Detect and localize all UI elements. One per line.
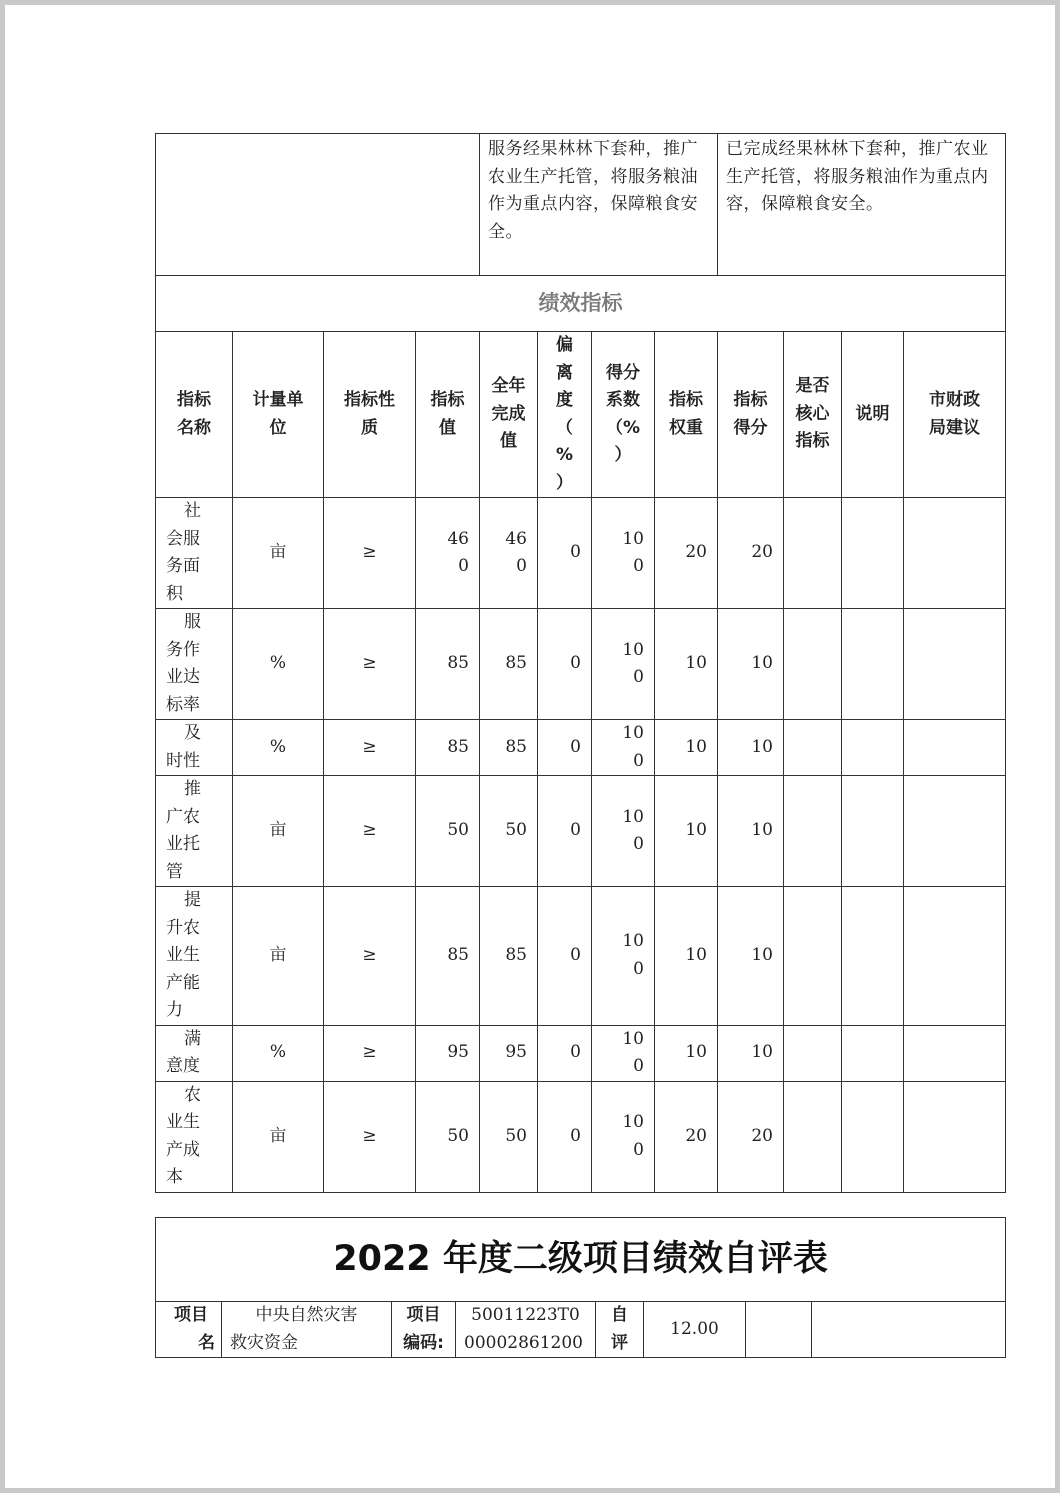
indicator-coefficient xyxy=(592,1081,655,1192)
indicator-coefficient xyxy=(592,498,655,609)
header-coefficient xyxy=(592,332,655,498)
wrapped-number-line: 46 xyxy=(505,528,527,549)
indicator-unit: 亩 xyxy=(233,498,324,609)
wrapped-number-line: 0 xyxy=(633,1056,644,1076)
header-line: 系数 xyxy=(606,390,640,410)
title-row xyxy=(156,1218,1006,1302)
indicator-unit: 亩 xyxy=(233,1081,324,1192)
indicator-coefficient xyxy=(592,887,655,1026)
header-line: 指标 xyxy=(177,390,211,410)
indicator-score: 10 xyxy=(718,887,784,1026)
header-advice xyxy=(904,332,1006,498)
wrapped-number-line: 0 xyxy=(633,556,644,576)
wrapped-number-line: 0 xyxy=(633,1139,644,1160)
indicator-advice xyxy=(904,498,1006,609)
indicator-note xyxy=(842,1025,904,1081)
indicator-name-line: 业生 xyxy=(166,945,200,965)
indicator-core xyxy=(784,1025,842,1081)
header-line: 质 xyxy=(361,417,378,438)
header-line: 度 xyxy=(556,390,573,410)
indicator-deviation: 0 xyxy=(538,887,592,1026)
header-line: 得分 xyxy=(606,362,640,383)
indicator-name-line: 提 xyxy=(184,890,201,910)
indicator-name xyxy=(156,776,233,887)
wrapped-number-line: 10 xyxy=(622,806,644,827)
indicator-name-line: 积 xyxy=(166,583,183,604)
header-line: 权重 xyxy=(669,417,703,438)
indicator-name-line: 升农 xyxy=(166,917,200,938)
indicator-name-line: 业达 xyxy=(166,667,200,687)
indicator-name-line: 产能 xyxy=(166,972,200,993)
indicator-actual: 50 xyxy=(480,776,538,887)
header-line: （ xyxy=(556,417,573,438)
empty-cell-2 xyxy=(812,1302,1006,1358)
header-line: 指标 xyxy=(669,390,703,410)
indicator-coefficient xyxy=(592,609,655,720)
project-code-line2: 00002861200 xyxy=(464,1332,583,1353)
indicator-advice xyxy=(904,776,1006,887)
wrapped-number-line: 46 xyxy=(447,528,469,549)
indicator-note xyxy=(842,887,904,1026)
indicator-weight: 20 xyxy=(655,1081,718,1192)
indicator-name-line: 及 xyxy=(184,723,201,743)
header-score xyxy=(718,332,784,498)
header-line: 全年 xyxy=(491,376,526,397)
form-title: 2022 年度二级项目绩效自评表 xyxy=(156,1218,1006,1302)
indicator-nature: ≥ xyxy=(324,1081,416,1192)
table-row xyxy=(156,1025,1006,1081)
header-core xyxy=(784,332,842,498)
table-row xyxy=(156,498,1006,609)
indicator-name xyxy=(156,498,233,609)
indicator-value: 50 xyxy=(416,776,480,887)
indicator-score: 20 xyxy=(718,498,784,609)
project-name-label-line1: 项目 xyxy=(174,1305,208,1325)
table-row xyxy=(156,720,1006,776)
indicator-core xyxy=(784,887,842,1026)
indicator-note xyxy=(842,1081,904,1192)
wrapped-number-line: 10 xyxy=(622,528,644,549)
indicator-name-line: 意度 xyxy=(166,1056,200,1076)
header-line: 值 xyxy=(500,431,517,452)
indicator-name-line: 管 xyxy=(166,861,183,882)
indicator-note xyxy=(842,609,904,720)
header-line: % xyxy=(555,445,574,465)
self-eval-value: 12.00 xyxy=(644,1302,746,1358)
indicator-name xyxy=(156,887,233,1026)
indicator-core xyxy=(784,498,842,609)
header-note xyxy=(842,332,904,498)
indicator-weight: 10 xyxy=(655,776,718,887)
wrapped-number-line: 0 xyxy=(516,556,527,576)
empty-cell-1 xyxy=(746,1302,812,1358)
indicator-name-line: 广农 xyxy=(166,806,200,827)
project-name-label xyxy=(156,1302,222,1358)
annual-target-text: 服务经果林林下套种，推广农业生产托管，将服务粮油作为重点内容，保障粮食安全。 xyxy=(480,134,718,276)
header-line: 位 xyxy=(269,417,287,438)
indicator-name-line: 业托 xyxy=(166,834,200,854)
wrapped-number-line: 10 xyxy=(622,639,644,660)
indicator-deviation: 0 xyxy=(538,1081,592,1192)
project-code-label xyxy=(392,1302,456,1358)
header-actual xyxy=(480,332,538,498)
indicator-name-line: 业生 xyxy=(166,1112,200,1132)
header-line: 指标 xyxy=(795,431,830,452)
project-code-label-line1: 项目 xyxy=(406,1305,441,1325)
indicator-deviation: 0 xyxy=(538,1025,592,1081)
indicator-score: 20 xyxy=(718,1081,784,1192)
header-line: 偏 xyxy=(556,335,573,355)
indicator-value xyxy=(416,498,480,609)
indicator-name-line: 推 xyxy=(184,779,201,799)
table-row xyxy=(156,609,1006,720)
indicator-score: 10 xyxy=(718,720,784,776)
target-row-left-cell xyxy=(156,134,480,276)
project-name-value xyxy=(222,1302,392,1358)
indicator-actual: 50 xyxy=(480,1081,538,1192)
indicator-name-line: 务作 xyxy=(166,639,200,660)
indicator-name-line: 标率 xyxy=(166,694,200,715)
table-row xyxy=(156,776,1006,887)
indicator-actual: 85 xyxy=(480,609,538,720)
self-eval-label xyxy=(596,1302,644,1358)
indicator-value: 85 xyxy=(416,609,480,720)
header-line: 指标 xyxy=(430,390,465,410)
header-line: 说明 xyxy=(855,403,890,424)
indicator-name-line: 本 xyxy=(166,1167,183,1187)
project-info-row xyxy=(156,1302,1006,1358)
indicator-name-line: 力 xyxy=(166,1000,183,1020)
indicator-name-line: 产成 xyxy=(166,1139,200,1160)
indicator-score: 10 xyxy=(718,776,784,887)
indicator-nature: ≥ xyxy=(324,776,416,887)
project-code-value xyxy=(456,1302,596,1358)
indicator-actual: 85 xyxy=(480,720,538,776)
indicator-core xyxy=(784,609,842,720)
header-indicator-name xyxy=(156,332,233,498)
indicator-actual: 85 xyxy=(480,887,538,1026)
indicator-name-line: 服 xyxy=(184,612,201,632)
indicator-unit: % xyxy=(233,609,324,720)
project-name-label-line2: 名 xyxy=(198,1332,215,1353)
header-line: 得分 xyxy=(733,417,768,438)
indicator-name xyxy=(156,1081,233,1192)
indicator-name-line: 会服 xyxy=(166,528,200,549)
header-value xyxy=(416,332,480,498)
indicator-actual xyxy=(480,498,538,609)
indicator-unit: % xyxy=(233,1025,324,1081)
wrapped-number-line: 10 xyxy=(622,1112,644,1132)
header-unit xyxy=(233,332,324,498)
indicator-name-line: 满 xyxy=(184,1028,201,1049)
indicator-value: 85 xyxy=(416,720,480,776)
target-row xyxy=(156,134,1006,276)
indicator-weight: 20 xyxy=(655,498,718,609)
indicator-unit: % xyxy=(233,720,324,776)
wrapped-number-line: 0 xyxy=(633,667,644,687)
wrapped-number-line: 10 xyxy=(622,1028,644,1049)
header-line: 完成 xyxy=(491,403,526,424)
header-line: 离 xyxy=(556,362,573,383)
wrapped-number-line: 0 xyxy=(458,556,469,576)
header-line: 是否 xyxy=(795,376,830,397)
indicator-core xyxy=(784,720,842,776)
indicator-weight: 10 xyxy=(655,720,718,776)
indicator-name-line: 农 xyxy=(184,1084,201,1105)
table-row xyxy=(156,887,1006,1026)
indicator-nature: ≥ xyxy=(324,887,416,1026)
indicator-nature: ≥ xyxy=(324,720,416,776)
table-row xyxy=(156,1081,1006,1192)
header-line: 局建议 xyxy=(929,417,980,438)
project-self-evaluation-table xyxy=(155,1217,1006,1358)
header-deviation xyxy=(538,332,592,498)
indicator-deviation: 0 xyxy=(538,776,592,887)
header-line: （% xyxy=(605,417,641,438)
indicator-note xyxy=(842,720,904,776)
header-line: 核心 xyxy=(795,403,830,424)
indicator-name-line: 时性 xyxy=(166,750,200,771)
self-eval-label-line2: 评 xyxy=(611,1332,628,1353)
header-line: 计量单 xyxy=(252,390,304,410)
performance-indicator-table xyxy=(155,133,1006,1193)
project-name-line2: 救灾资金 xyxy=(230,1332,298,1353)
indicator-weight: 10 xyxy=(655,1025,718,1081)
indicator-value: 95 xyxy=(416,1025,480,1081)
header-line: 名称 xyxy=(177,417,211,438)
header-line: 值 xyxy=(439,417,456,438)
indicator-advice xyxy=(904,720,1006,776)
section-title: 绩效指标 xyxy=(156,276,1006,332)
header-line: 市财政 xyxy=(929,390,980,410)
indicator-nature: ≥ xyxy=(324,1025,416,1081)
actual-completion-text: 已完成经果林林下套种，推广农业生产托管，将服务粮油作为重点内容，保障粮食安全。 xyxy=(718,134,1006,276)
header-line: 指标性 xyxy=(344,390,395,410)
project-code-label-line2: 编码: xyxy=(403,1332,444,1353)
indicator-advice xyxy=(904,1025,1006,1081)
indicator-nature: ≥ xyxy=(324,498,416,609)
header-line: 指标 xyxy=(733,390,768,410)
indicator-core xyxy=(784,1081,842,1192)
indicator-deviation: 0 xyxy=(538,720,592,776)
header-line: ） xyxy=(556,472,573,493)
indicator-value: 50 xyxy=(416,1081,480,1192)
indicator-weight: 10 xyxy=(655,887,718,1026)
indicator-coefficient xyxy=(592,1025,655,1081)
indicator-weight: 10 xyxy=(655,609,718,720)
indicator-unit: 亩 xyxy=(233,776,324,887)
wrapped-number-line: 0 xyxy=(633,834,644,854)
indicator-score: 10 xyxy=(718,1025,784,1081)
header-row xyxy=(156,332,1006,498)
indicator-unit: 亩 xyxy=(233,887,324,1026)
indicator-name xyxy=(156,609,233,720)
header-line: ） xyxy=(614,445,632,465)
indicator-deviation: 0 xyxy=(538,609,592,720)
indicator-value: 85 xyxy=(416,887,480,1026)
section-title-row xyxy=(156,276,1006,332)
header-weight xyxy=(655,332,718,498)
project-name-line1: 中央自然灾害 xyxy=(255,1305,358,1325)
indicator-name-line: 务面 xyxy=(166,556,200,576)
indicator-name xyxy=(156,720,233,776)
indicator-core xyxy=(784,776,842,887)
wrapped-number-line: 10 xyxy=(622,723,644,743)
indicator-score: 10 xyxy=(718,609,784,720)
document-page xyxy=(5,5,1055,1488)
wrapped-number-line: 10 xyxy=(622,931,644,952)
indicator-name xyxy=(156,1025,233,1081)
indicator-name-line: 社 xyxy=(184,501,201,521)
indicator-deviation: 0 xyxy=(538,498,592,609)
wrapped-number-line: 0 xyxy=(633,750,644,771)
indicator-nature: ≥ xyxy=(324,609,416,720)
header-nature xyxy=(324,332,416,498)
indicator-actual: 95 xyxy=(480,1025,538,1081)
indicator-advice xyxy=(904,609,1006,720)
indicator-coefficient xyxy=(592,776,655,887)
wrapped-number-line: 0 xyxy=(633,958,644,979)
indicator-advice xyxy=(904,887,1006,1026)
self-eval-label-line1: 自 xyxy=(611,1305,628,1325)
indicator-advice xyxy=(904,1081,1006,1192)
indicator-note xyxy=(842,498,904,609)
indicator-note xyxy=(842,776,904,887)
project-code-line1: 50011223T0 xyxy=(471,1305,580,1325)
indicator-coefficient xyxy=(592,720,655,776)
